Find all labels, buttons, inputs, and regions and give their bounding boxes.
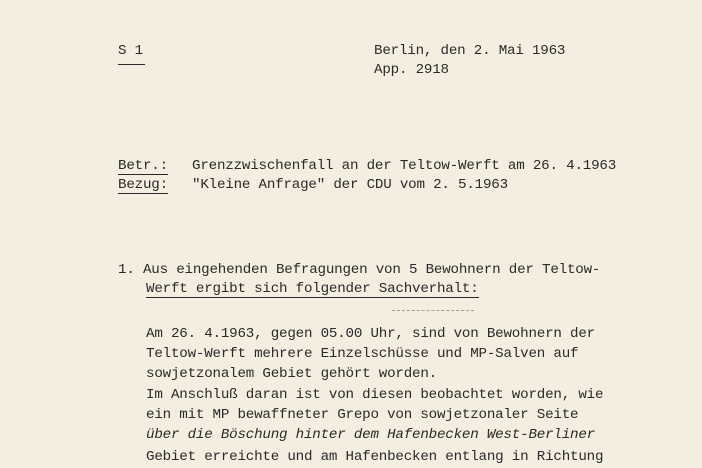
bezug-label: Bezug: xyxy=(118,177,168,193)
betr-label: Betr.: xyxy=(118,158,168,174)
place-date: Berlin, den 2. Mai 1963 xyxy=(374,43,566,59)
betr-text: Grenzzwischenfall an der Teltow-Werft am 26. 4.1963 xyxy=(192,158,617,174)
item-1-line-1: 1. Aus eingehenden Befragungen von 5 Bewohnern der Teltow- xyxy=(118,262,601,278)
paragraph-line: sowjetzonalem Gebiet gehört worden. xyxy=(146,366,437,382)
reference-underline xyxy=(118,64,145,65)
item-1-line-2: Werft ergibt sich folgender Sachverhalt: xyxy=(146,281,479,297)
paragraph-line: Im Anschluß daran ist von diesen beobachtet worden, wie xyxy=(146,387,604,403)
bezug-text: "Kleine Anfrage" der CDU vom 2. 5.1963 xyxy=(192,177,508,193)
paragraph-line: über die Böschung hinter dem Hafenbecken West-Berliner xyxy=(146,427,595,443)
separator-line xyxy=(392,310,474,311)
paragraph-line: Am 26. 4.1963, gegen 05.00 Uhr, sind von Bewohnern der xyxy=(146,326,595,342)
paragraph-line: ein mit MP bewaffneter Grepo von sowjetzonaler Seite xyxy=(146,407,579,423)
reference-code: S 1 xyxy=(118,43,143,59)
phone-extension: App. 2918 xyxy=(374,62,449,78)
paragraph-line: Gebiet erreichte und am Hafenbecken entlang in Richtung xyxy=(146,449,604,465)
paragraph-line: Teltow-Werft mehrere Einzelschüsse und MP-Salven auf xyxy=(146,346,579,362)
